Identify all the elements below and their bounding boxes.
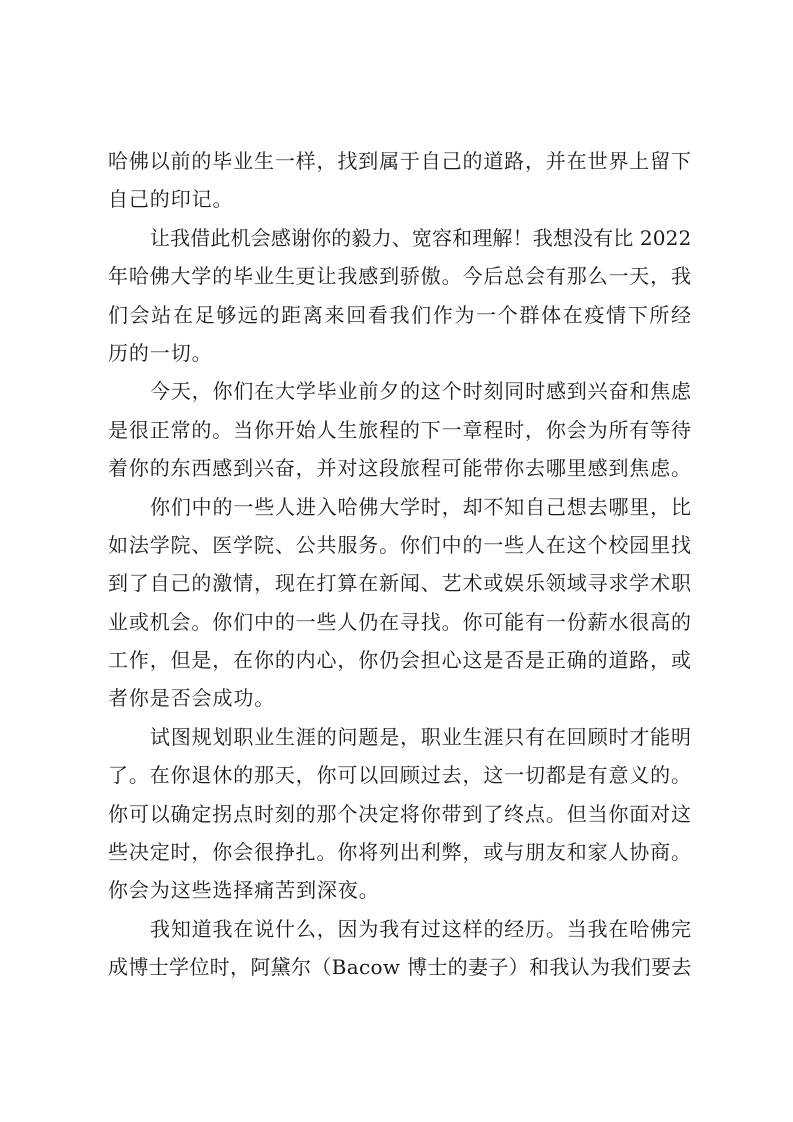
text-line: 成博士学位时，阿黛尔（Bacow 博士的妻子）和我认为我们要去	[108, 955, 692, 980]
text-line: 到了自己的激情，现在打算在新闻、艺术或娱乐领域寻求学术职	[108, 571, 692, 596]
text-line: 你可以确定拐点时刻的那个决定将你带到了终点。但当你面对这	[108, 801, 692, 826]
paragraph-2	[108, 219, 691, 373]
text-line: 试图规划职业生涯的问题是，职业生涯只有在回顾时才能明	[150, 724, 692, 749]
text-line: 哈佛以前的毕业生一样，找到属于自己的道路，并在世界上留下	[108, 149, 692, 173]
text-line: 让我借此机会感谢你的毅力、宽容和理解！我想没有比 2022	[150, 225, 692, 250]
paragraph-5	[108, 718, 691, 910]
paragraph-4	[108, 488, 691, 718]
paragraph-3	[108, 372, 691, 487]
paragraph-6	[108, 910, 691, 987]
text-line: 工作，但是，在你的内心，你仍会担心这是否是正确的道路，或	[108, 648, 692, 673]
text-line: 你们中的一些人进入哈佛大学时，却不知自己想去哪里，比	[150, 494, 692, 519]
text-line: 些决定时，你会很挣扎。你将列出利弊，或与朋友和家人协商。	[108, 840, 692, 865]
text-line: 你会为这些选择痛苦到深夜。	[108, 878, 380, 903]
text-line: 如法学院、医学院、公共服务。你们中的一些人在这个校园里找	[108, 532, 692, 557]
text-line: 年哈佛大学的毕业生更让我感到骄傲。今后总会有那么一天，我	[108, 264, 692, 289]
text-line: 历的一切。	[108, 340, 213, 365]
paragraph-1	[108, 142, 691, 219]
text-line: 我知道我在说什么，因为我有过这样的经历。当我在哈佛完	[150, 916, 692, 941]
document-body	[108, 142, 691, 987]
text-line: 自己的印记。	[108, 187, 234, 212]
text-line: 着你的东西感到兴奋，并对这段旅程可能带你去哪里感到焦虑。	[108, 456, 692, 481]
text-line: 们会站在足够远的距离来回看我们作为一个群体在疫情下所经	[108, 302, 693, 327]
text-line: 业或机会。你们中的一些人仍在寻找。你可能有一份薪水很高的	[108, 609, 692, 634]
text-line: 是很正常的。当你开始人生旅程的下一章程时，你会为所有等待	[108, 417, 692, 442]
text-line: 了。在你退休的那天，你可以回顾过去，这一切都是有意义的。	[108, 763, 692, 788]
text-line: 者你是否会成功。	[108, 686, 276, 711]
text-line: 今天，你们在大学毕业前夕的这个时刻同时感到兴奋和焦虑	[150, 379, 692, 404]
